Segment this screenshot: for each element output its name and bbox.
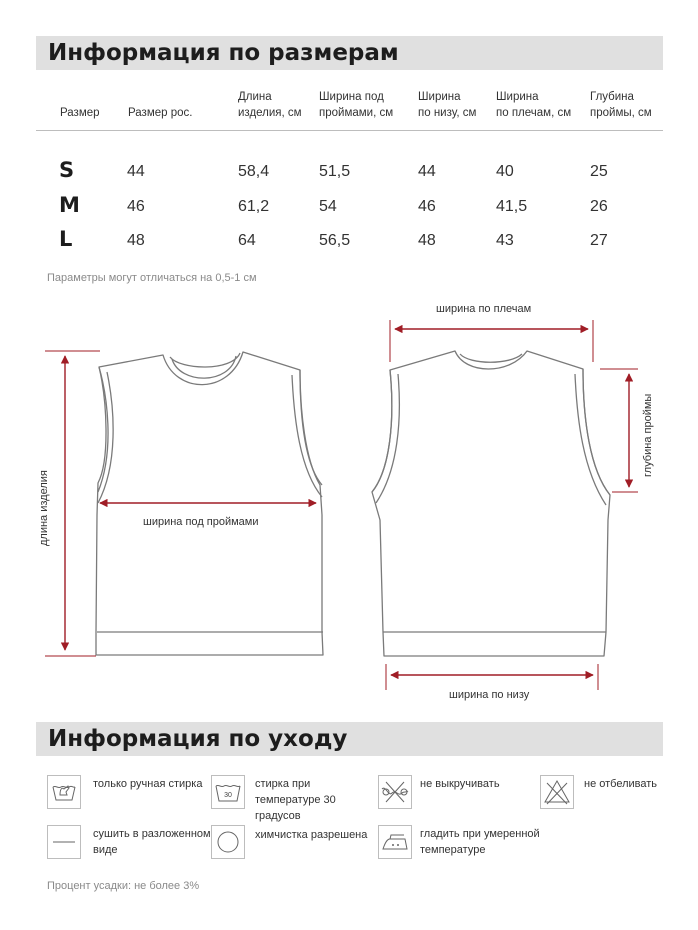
care-text: не отбеливать [584,778,658,790]
cell-ru: 48 [127,232,145,249]
cell-underarm: 54 [319,198,337,215]
care-section-header [36,722,663,756]
size-section-title: Информация по размерам [48,40,399,66]
cell-bottom: 46 [418,198,436,215]
size-letter: S [59,158,75,182]
care-text: химчистка разрешена [255,829,368,841]
table-divider [36,130,663,131]
care-text: только ручная стирка [93,778,203,790]
cell-underarm: 56,5 [319,232,351,249]
size-letter: M [59,193,80,217]
cell-shoulders: 43 [496,232,514,249]
cell-bottom: 48 [418,232,436,249]
care-text: стирка при температуре 30 градусов [255,778,336,822]
col-header-size: Размер [60,107,100,119]
shrinkage-note: Процент усадки: не более 3% [47,880,200,892]
armhole-label: глубина проймы [642,393,654,477]
back-vest-outline [372,351,610,656]
length-label: длина изделия [38,470,50,546]
underarm-label: ширина под проймами [143,516,259,528]
col-header-shoulders: Ширина по плечам, см [496,91,572,119]
hand-wash-icon [47,775,81,809]
vest-diagram [0,290,698,710]
care-text: сушить в разложенном виде [93,828,211,856]
col-header-armhole: Глубина проймы, см [590,91,652,119]
cell-shoulders: 40 [496,163,514,180]
cell-armhole: 25 [590,163,608,180]
size-section-header [36,36,663,70]
dry-clean-icon [211,825,245,859]
col-header-underarm: Ширина под проймами, см [319,91,394,119]
size-letter: L [59,227,73,251]
cell-ru: 46 [127,198,145,215]
wash-30-icon [211,775,245,809]
cell-length: 64 [238,232,256,249]
care-text: гладить при умеренной температуре [420,828,540,856]
cell-ru: 44 [127,163,145,180]
care-text: не выкручивать [420,778,500,790]
cell-length: 58,4 [238,163,270,180]
size-note: Параметры могут отличаться на 0,5-1 см [47,272,257,284]
wash-temp-text: 30 [224,792,232,799]
dry-flat-icon [47,825,81,859]
no-bleach-icon [540,775,574,809]
col-header-ru-size: Размер рос. [128,107,193,119]
cell-armhole: 27 [590,232,608,249]
cell-bottom: 44 [418,163,436,180]
bottom-label: ширина по низу [449,689,530,701]
col-header-length: Длина изделия, см [238,91,302,119]
care-section-title: Информация по уходу [48,726,348,752]
cell-armhole: 26 [590,198,608,215]
cell-underarm: 51,5 [319,163,351,180]
cell-shoulders: 41,5 [496,198,528,215]
shoulders-label: ширина по плечам [436,303,532,315]
iron-medium-icon [378,825,412,859]
no-wring-icon [378,775,412,809]
col-header-bottom: Ширина по низу, см [418,91,477,119]
cell-length: 61,2 [238,198,270,215]
